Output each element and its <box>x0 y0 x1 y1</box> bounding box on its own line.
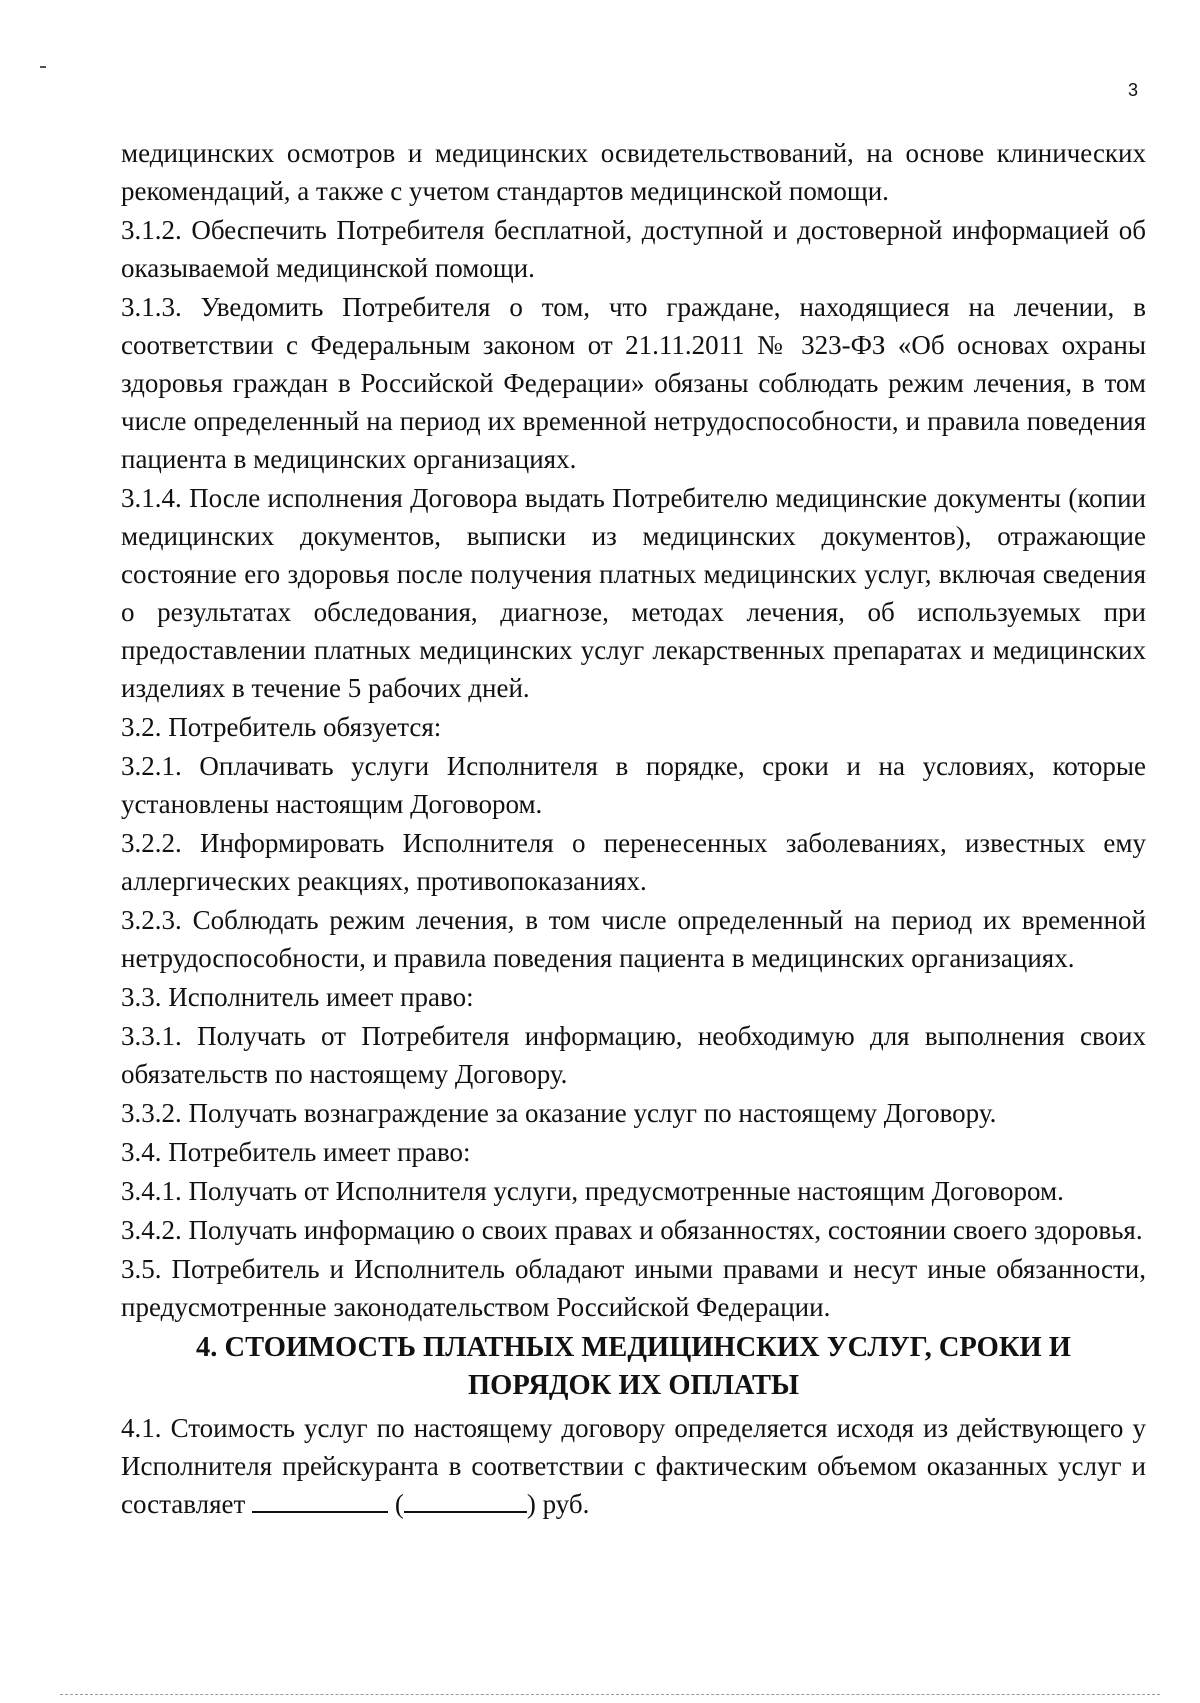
paragraph-3-3-1: 3.3.1. Получать от Потребителя информацию, необходимую для выполнения своих обязательств по настоящему Договору. <box>121 1021 1146 1089</box>
paragraph-3-2-1: 3.2.1. Оплачивать услуги Исполнителя в порядке, сроки и на условиях, которые установлены настоящим Договором. <box>121 751 1146 819</box>
paragraph-3-1-4: 3.1.4. После исполнения Договора выдать Потребителю медицинские документы (копии медицинских документов, выписки из медицинских документов), отражающие состояние его здоровья после получения платных медицинских услуг, включая сведения о результатах обследования, диагнозе, методах лечения, об используемых при предоставлении платных медицинских услуг лекарственных препаратах и медицинских изделиях в течение 5 рабочих дней. <box>121 483 1146 703</box>
paragraph-3-5: 3.5. Потребитель и Исполнитель обладают иными правами и несут иные обязанности, предусмотренные законодательством Российской Федерации. <box>121 1254 1146 1322</box>
paragraph-3-2-2: 3.2.2. Информировать Исполнителя о перенесенных заболеваниях, известных ему аллергических реакциях, противопоказаниях. <box>121 828 1146 896</box>
paragraph-3-2-3: 3.2.3. Соблюдать режим лечения, в том числе определенный на период их временной нетрудоспособности, и правила поведения пациента в медицинских организациях. <box>121 905 1146 973</box>
paragraph-4-1-text: 4.1. Стоимость услуг по настоящему договору определяется исходя из действующего у Исполнителя прейскуранта в соответствии с фактическим объемом оказанных услуг и составляет <box>121 1413 1146 1519</box>
paragraph-4-1 <box>121 1409 1146 1523</box>
paragraph-3-4-2: 3.4.2. Получать информацию о своих правах и обязанностях, состоянии своего здоровья. <box>121 1215 1143 1245</box>
paragraph-3-1-2: 3.1.2. Обеспечить Потребителя бесплатной, доступной и достоверной информацией об оказываемой медицинской помощи. <box>121 215 1146 283</box>
paragraph-3-4-1: 3.4.1. Получать от Исполнителя услуги, предусмотренные настоящим Договором. <box>121 1176 1064 1206</box>
paragraph-3-1-3: 3.1.3. Уведомить Потребителя о том, что граждане, находящиеся на лечении, в соответствии с Федеральным законом от 21.11.2011 № 323-ФЗ «Об основах охраны здоровья граждан в Российской Федерации» обязаны соблюдать режим лечения, в том числе определенный на период их временной нетрудоспособности, и правила поведения пациента в медицинских организациях. <box>121 292 1146 474</box>
scan-bottom-edge <box>60 1694 1160 1695</box>
paragraph-3-4: 3.4. Потребитель имеет право: <box>121 1137 471 1167</box>
scan-speck <box>40 66 46 68</box>
open-paren: ( <box>394 1489 404 1519</box>
paragraph-3-2: 3.2. Потребитель обязуется: <box>121 712 442 742</box>
document-body <box>121 134 1146 1523</box>
paragraph-3-3-2: 3.3.2. Получать вознаграждение за оказание услуг по настоящему Договору. <box>121 1098 997 1128</box>
page-number: 3 <box>1128 80 1139 100</box>
section-4-heading: 4. СТОИМОСТЬ ПЛАТНЫХ МЕДИЦИНСКИХ УСЛУГ, СРОКИ И ПОРЯДОК ИХ ОПЛАТЫ <box>196 1332 1071 1401</box>
amount-in-words-blank-field <box>404 1487 527 1513</box>
paragraph-3-1-1-continuation: медицинских осмотров и медицинских освидетельствований, на основе клинических рекомендаций, а также с учетом стандартов медицинской помощи. <box>121 138 1146 206</box>
currency-suffix: ) руб. <box>526 1489 590 1519</box>
paragraph-3-3: 3.3. Исполнитель имеет право: <box>121 982 474 1012</box>
amount-blank-field <box>252 1487 388 1513</box>
